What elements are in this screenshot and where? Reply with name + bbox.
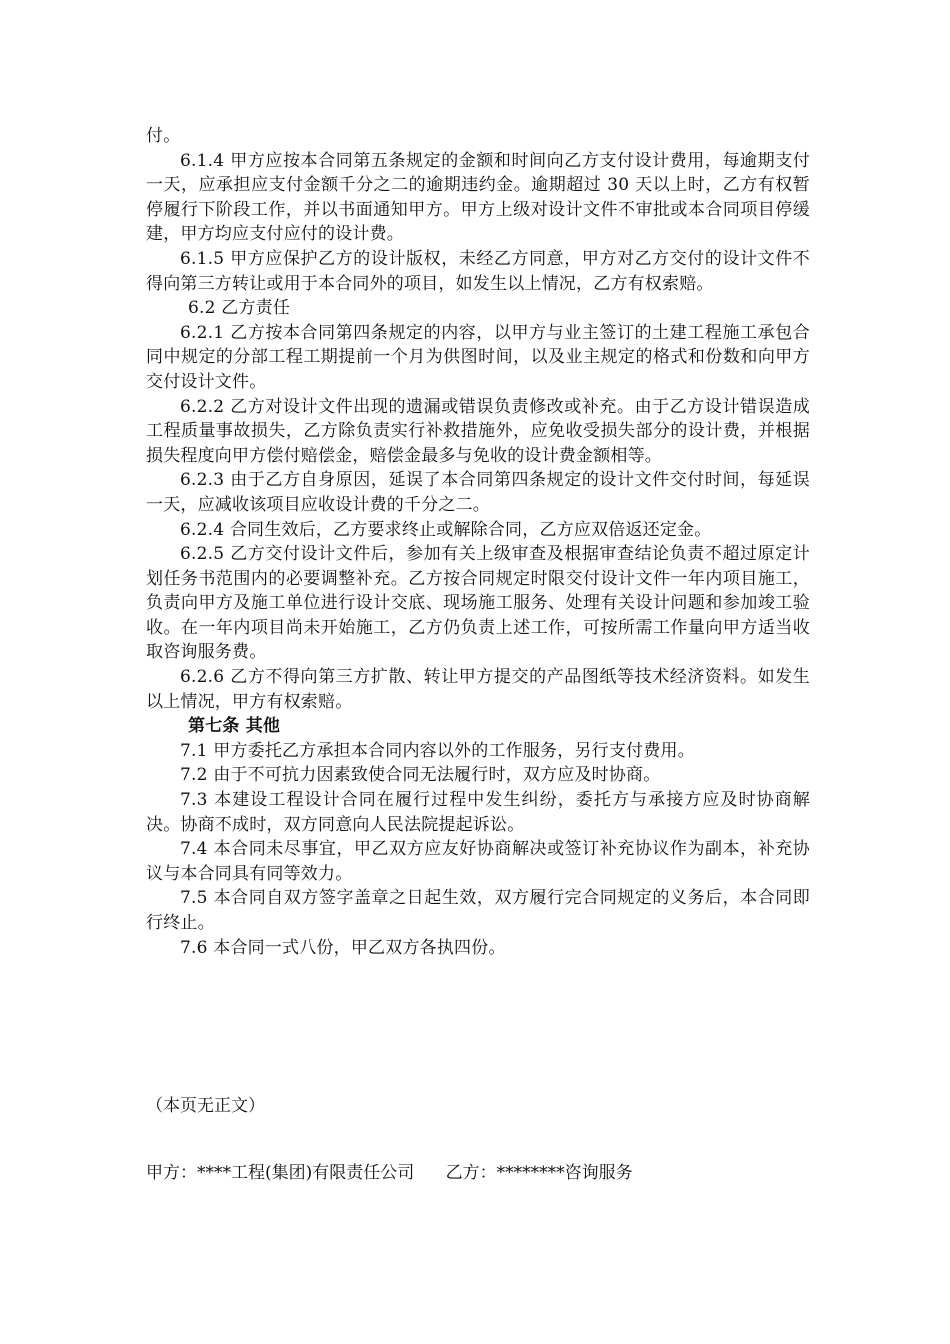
no-text-note: （本页无正文）	[146, 1096, 265, 1116]
signature-row	[146, 1161, 633, 1185]
clause-6-2-4: 6.2.4 合同生效后，乙方要求终止或解除合同，乙方应双倍返还定金。	[180, 519, 712, 540]
clause-7-4: 7.4 本合同未尽事宜，甲乙双方应友好协商解决或签订补充协议作为副本，补充协议与本合同具有同等效力。	[146, 839, 810, 884]
clause-6-2-2: 6.2.2 乙方对设计文件出现的遗漏或错误负责修改或补充。由于乙方设计错误造成工程质量事故损失，乙方除负责实行补救措施外，应免收受损失部分的设计费，并根据损失程度向甲方偿付赔偿金，赔偿金最多与免收的设计费金额相等。	[146, 396, 810, 466]
paragraph-continuation: 付。	[146, 126, 181, 146]
article-heading-7: 第七条 其他	[188, 716, 281, 737]
clause-7-5: 7.5 本合同自双方签字盖章之日起生效，双方履行完合同规定的义务后，本合同即行终止。	[146, 888, 810, 933]
clause-6-2-5: 6.2.5 乙方交付设计文件后，参加有关上级审查及根据审查结论负责不超过原定计划任务书范围内的必要调整补充。乙方按合同规定时限交付设计文件一年内项目施工，负责向甲方及施工单位进行设计交底、现场施工服务、处理有关设计问题和参加竣工验收。在一年内项目尚未开始施工，乙方仍负责上述工作，可按所需工作量向甲方适当收取咨询服务费。	[146, 544, 810, 663]
clause-6-1-5: 6.1.5 甲方应保护乙方的设计版权，未经乙方同意，甲方对乙方交付的设计文件不得向第三方转让或用于本合同外的项目，如发生以上情况，乙方有权索赔。	[146, 248, 810, 294]
clause-6-2-3: 6.2.3 由于乙方自身原因，延误了本合同第四条规定的设计文件交付时间，每延误一天，应减收该项目应收设计费的千分之二。	[146, 470, 810, 515]
clause-6-1-4: 6.1.4 甲方应按本合同第五条规定的金额和时间向乙方支付设计费用，每逾期支付一天，应承担应支付金额千分之二的逾期违约金。逾期超过 30 天以上时，乙方有权暂停履行下阶段工作，并以书面通知甲方。甲方上级对设计文件不审批或本合同项目停缓建，甲方均应支付应付的设计费。	[146, 150, 810, 245]
clause-7-2: 7.2 由于不可抗力因素致使合同无法履行时，双方应及时协商。	[180, 765, 661, 786]
party-a-signature: 甲方：****工程(集团)有限责任公司	[146, 1163, 415, 1183]
clause-6-2-6: 6.2.6 乙方不得向第三方扩散、转让甲方提交的产品图纸等技术经济资料。如发生以上情况，甲方有权索赔。	[146, 667, 810, 712]
clause-7-3: 7.3 本建设工程设计合同在履行过程中发生纠纷，委托方与承接方应及时协商解决。协商不成时，双方同意向人民法院提起诉讼。	[146, 790, 810, 835]
clause-7-1: 7.1 甲方委托乙方承担本合同内容以外的工作服务，另行支付费用。	[180, 740, 695, 761]
section-heading-6-2: 6.2 乙方责任	[188, 298, 291, 319]
clause-7-6: 7.6 本合同一式八份，甲乙双方各执四份。	[180, 937, 506, 958]
clause-6-2-1: 6.2.1 乙方按本合同第四条规定的内容，以甲方与业主签订的土建工程施工承包合同中规定的分部工程工期提前一个月为供图时间，以及业主规定的格式和份数和向甲方交付设计文件。	[146, 322, 810, 392]
contract-body	[146, 124, 810, 960]
party-b-signature: 乙方：********咨询服务	[445, 1163, 633, 1183]
